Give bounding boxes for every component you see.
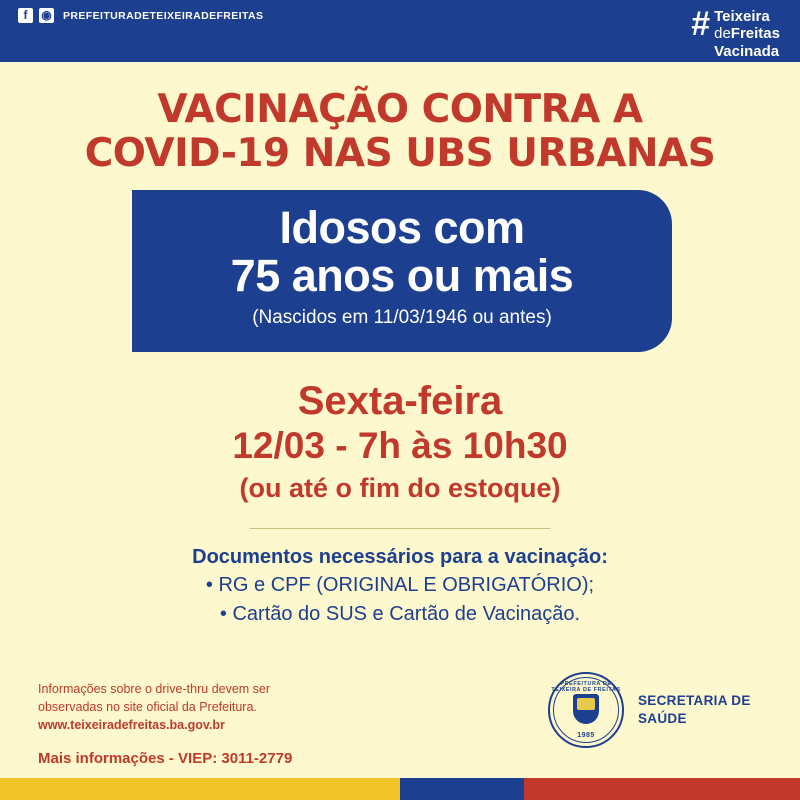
hashtag-line-1: Teixeira (714, 8, 770, 25)
social-handle-group (18, 8, 263, 23)
bottom-bar-red-segment (524, 778, 800, 800)
schedule-datetime: 12/03 - 7h às 10h30 (232, 425, 568, 466)
top-bar (0, 0, 800, 62)
bottom-bar-blue-segment (400, 778, 524, 800)
required-documents (0, 543, 800, 628)
hashtag-line-2-bold: Freitas (730, 25, 780, 43)
page-title (0, 88, 800, 175)
headline-line-2: COVID-19 NAS UBS URBANAS (84, 130, 716, 176)
secretaria-line-1: SECRETARIA DE (638, 693, 751, 709)
hashtag-line-2-light: de (714, 25, 731, 43)
schedule-weekday: Sexta-feira (297, 379, 503, 423)
city-seal-group (548, 672, 751, 748)
target-group-note: (Nascidos em 11/03/1946 ou antes) (252, 307, 552, 329)
campaign-hashtag (691, 5, 780, 60)
seal-ring-text: PREFEITURA DE TEIXEIRA DE FREITAS (551, 681, 621, 693)
section-divider (250, 528, 550, 529)
footer-info-line-1: Informações sobre o drive-thru devem ser (38, 682, 271, 696)
social-handle-label: PREFEITURADETEIXEIRADEFREITAS (63, 9, 264, 22)
target-group-line-2: 75 anos ou mais (230, 249, 574, 301)
headline-line-1: VACINAÇÃO CONTRA A (157, 87, 643, 132)
city-seal-icon (548, 672, 624, 748)
schedule-note: (ou até o fim do estoque) (239, 473, 561, 504)
documents-item-2: • Cartão do SUS e Cartão de Vacinação. (219, 602, 581, 625)
facebook-icon: f (18, 8, 33, 23)
footer-info (38, 680, 292, 770)
hash-symbol-icon: # (691, 5, 711, 43)
target-group-line-1: Idosos com (279, 202, 525, 253)
instagram-icon: ◉ (39, 8, 54, 23)
footer-website[interactable]: www.teixeiradefreitas.ba.gov.br (38, 718, 225, 733)
hashtag-line-3: Vacinada (714, 42, 780, 60)
secretaria-label (638, 692, 751, 727)
seal-shield-icon (573, 694, 599, 724)
footer-info-line-2: observadas no site oficial da Prefeitura. (38, 700, 257, 715)
bottom-color-bar (0, 778, 800, 800)
secretaria-line-2: SAÚDE (638, 711, 687, 726)
schedule-block (0, 378, 800, 509)
documents-title: Documentos necessários para a vacinação: (192, 546, 608, 568)
footer-phone: Mais informações - VIEP: 3011-2779 (38, 750, 293, 768)
target-group-panel (132, 190, 672, 352)
documents-item-1: • RG e CPF (ORIGINAL E OBRIGATÓRIO); (205, 574, 595, 597)
seal-year-label: 1985 (577, 732, 595, 739)
